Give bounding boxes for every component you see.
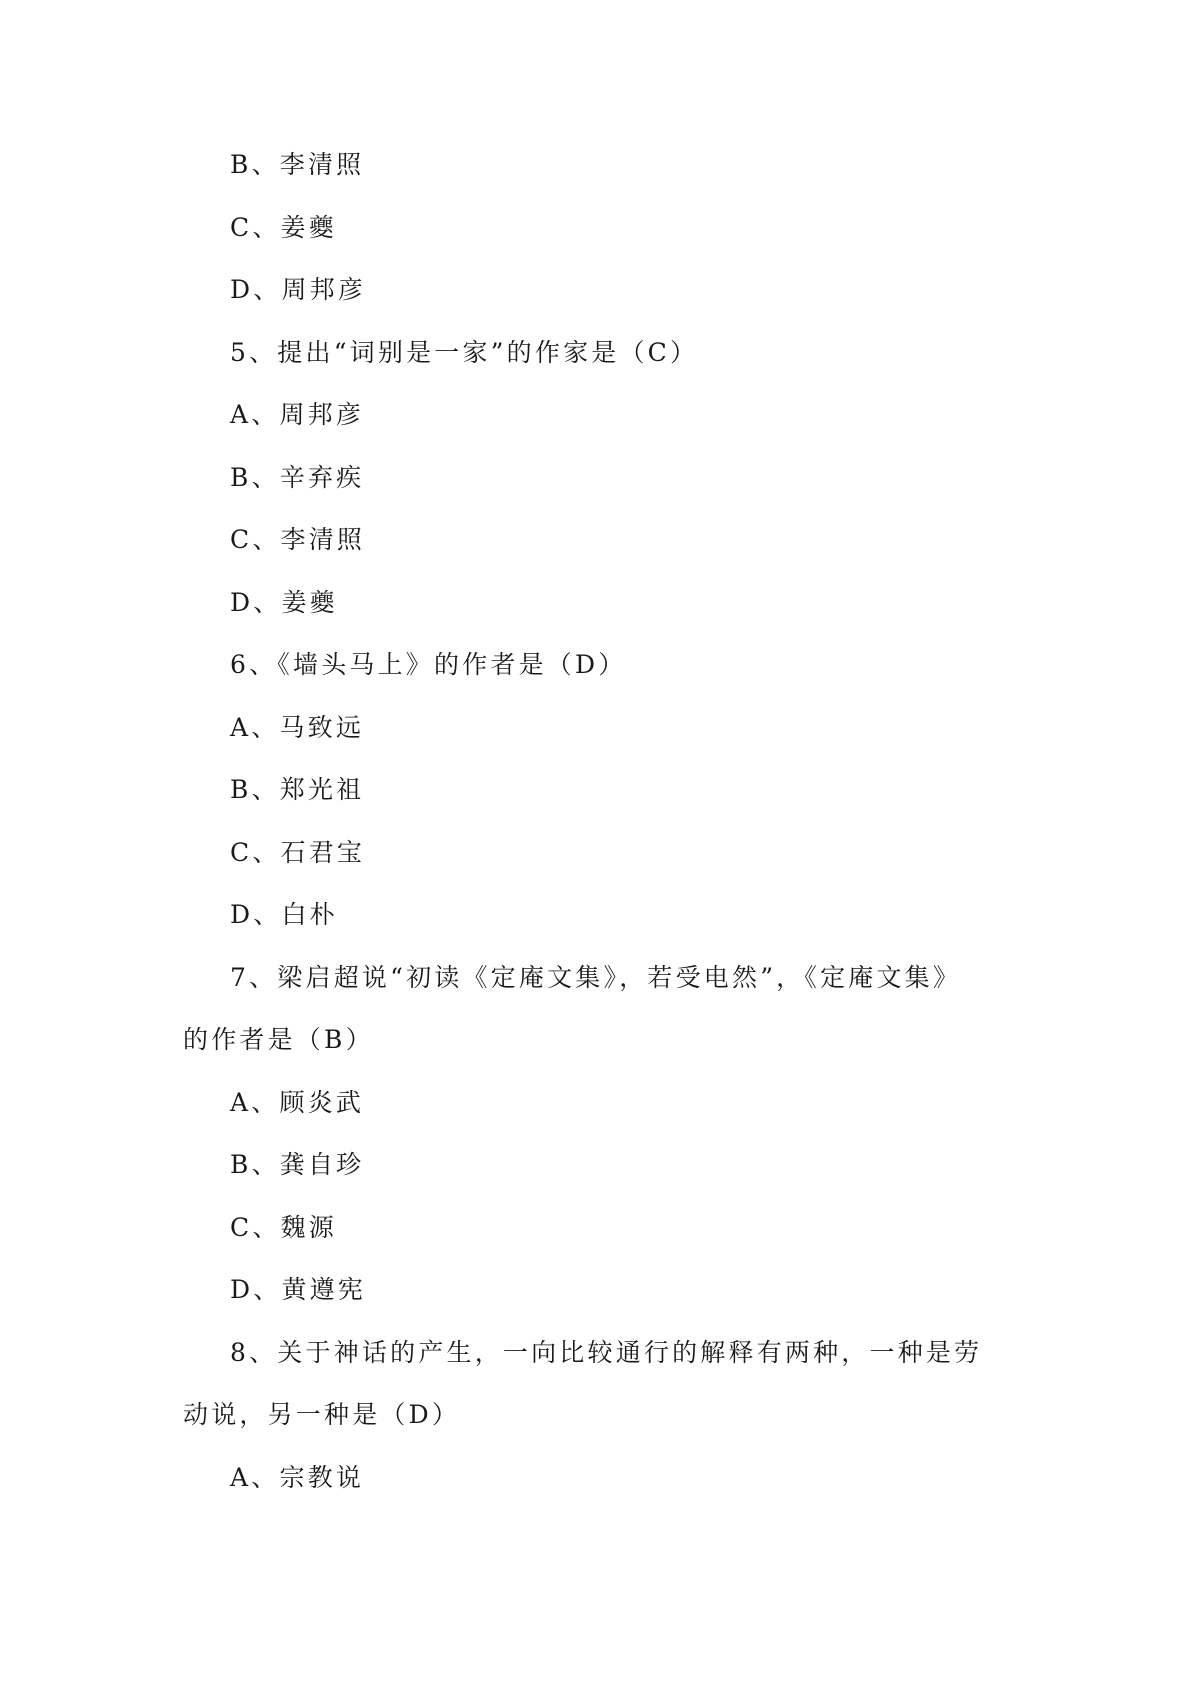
- option-6b: B、郑光祖: [230, 775, 365, 804]
- option-5a: A、周邦彦: [230, 400, 365, 429]
- question-6: 6、《墙头马上》的作者是（D）: [230, 650, 627, 679]
- option-4c: C、姜夔: [230, 213, 337, 242]
- option-7a: A、顾炎武: [230, 1088, 365, 1117]
- option-6a: A、马致远: [230, 713, 365, 742]
- option-5c: C、李清照: [230, 525, 366, 554]
- option-6d: D、白朴: [230, 900, 338, 929]
- question-7: 7、梁启超说“初读《定庵文集》，若受电然”，《定庵文集》: [230, 963, 962, 992]
- option-7c: C、魏源: [230, 1213, 337, 1242]
- option-4d: D、周邦彦: [230, 275, 367, 304]
- option-5b: B、辛弃疾: [230, 463, 365, 492]
- question-5: 5、提出“词别是一家”的作家是（C）: [230, 338, 699, 367]
- option-8a: A、宗教说: [230, 1463, 365, 1492]
- question-7-continued: 的作者是（B）: [183, 1025, 374, 1054]
- option-7d: D、黄遵宪: [230, 1275, 367, 1304]
- option-4b: B、李清照: [230, 150, 365, 179]
- question-8-continued: 动说，另一种是（D）: [183, 1400, 461, 1429]
- option-6c: C、石君宝: [230, 838, 366, 867]
- option-7b: B、龚自珍: [230, 1150, 365, 1179]
- option-5d: D、姜夔: [230, 588, 338, 617]
- question-8: 8、关于神话的产生，一向比较通行的解释有两种，一种是劳: [230, 1338, 983, 1367]
